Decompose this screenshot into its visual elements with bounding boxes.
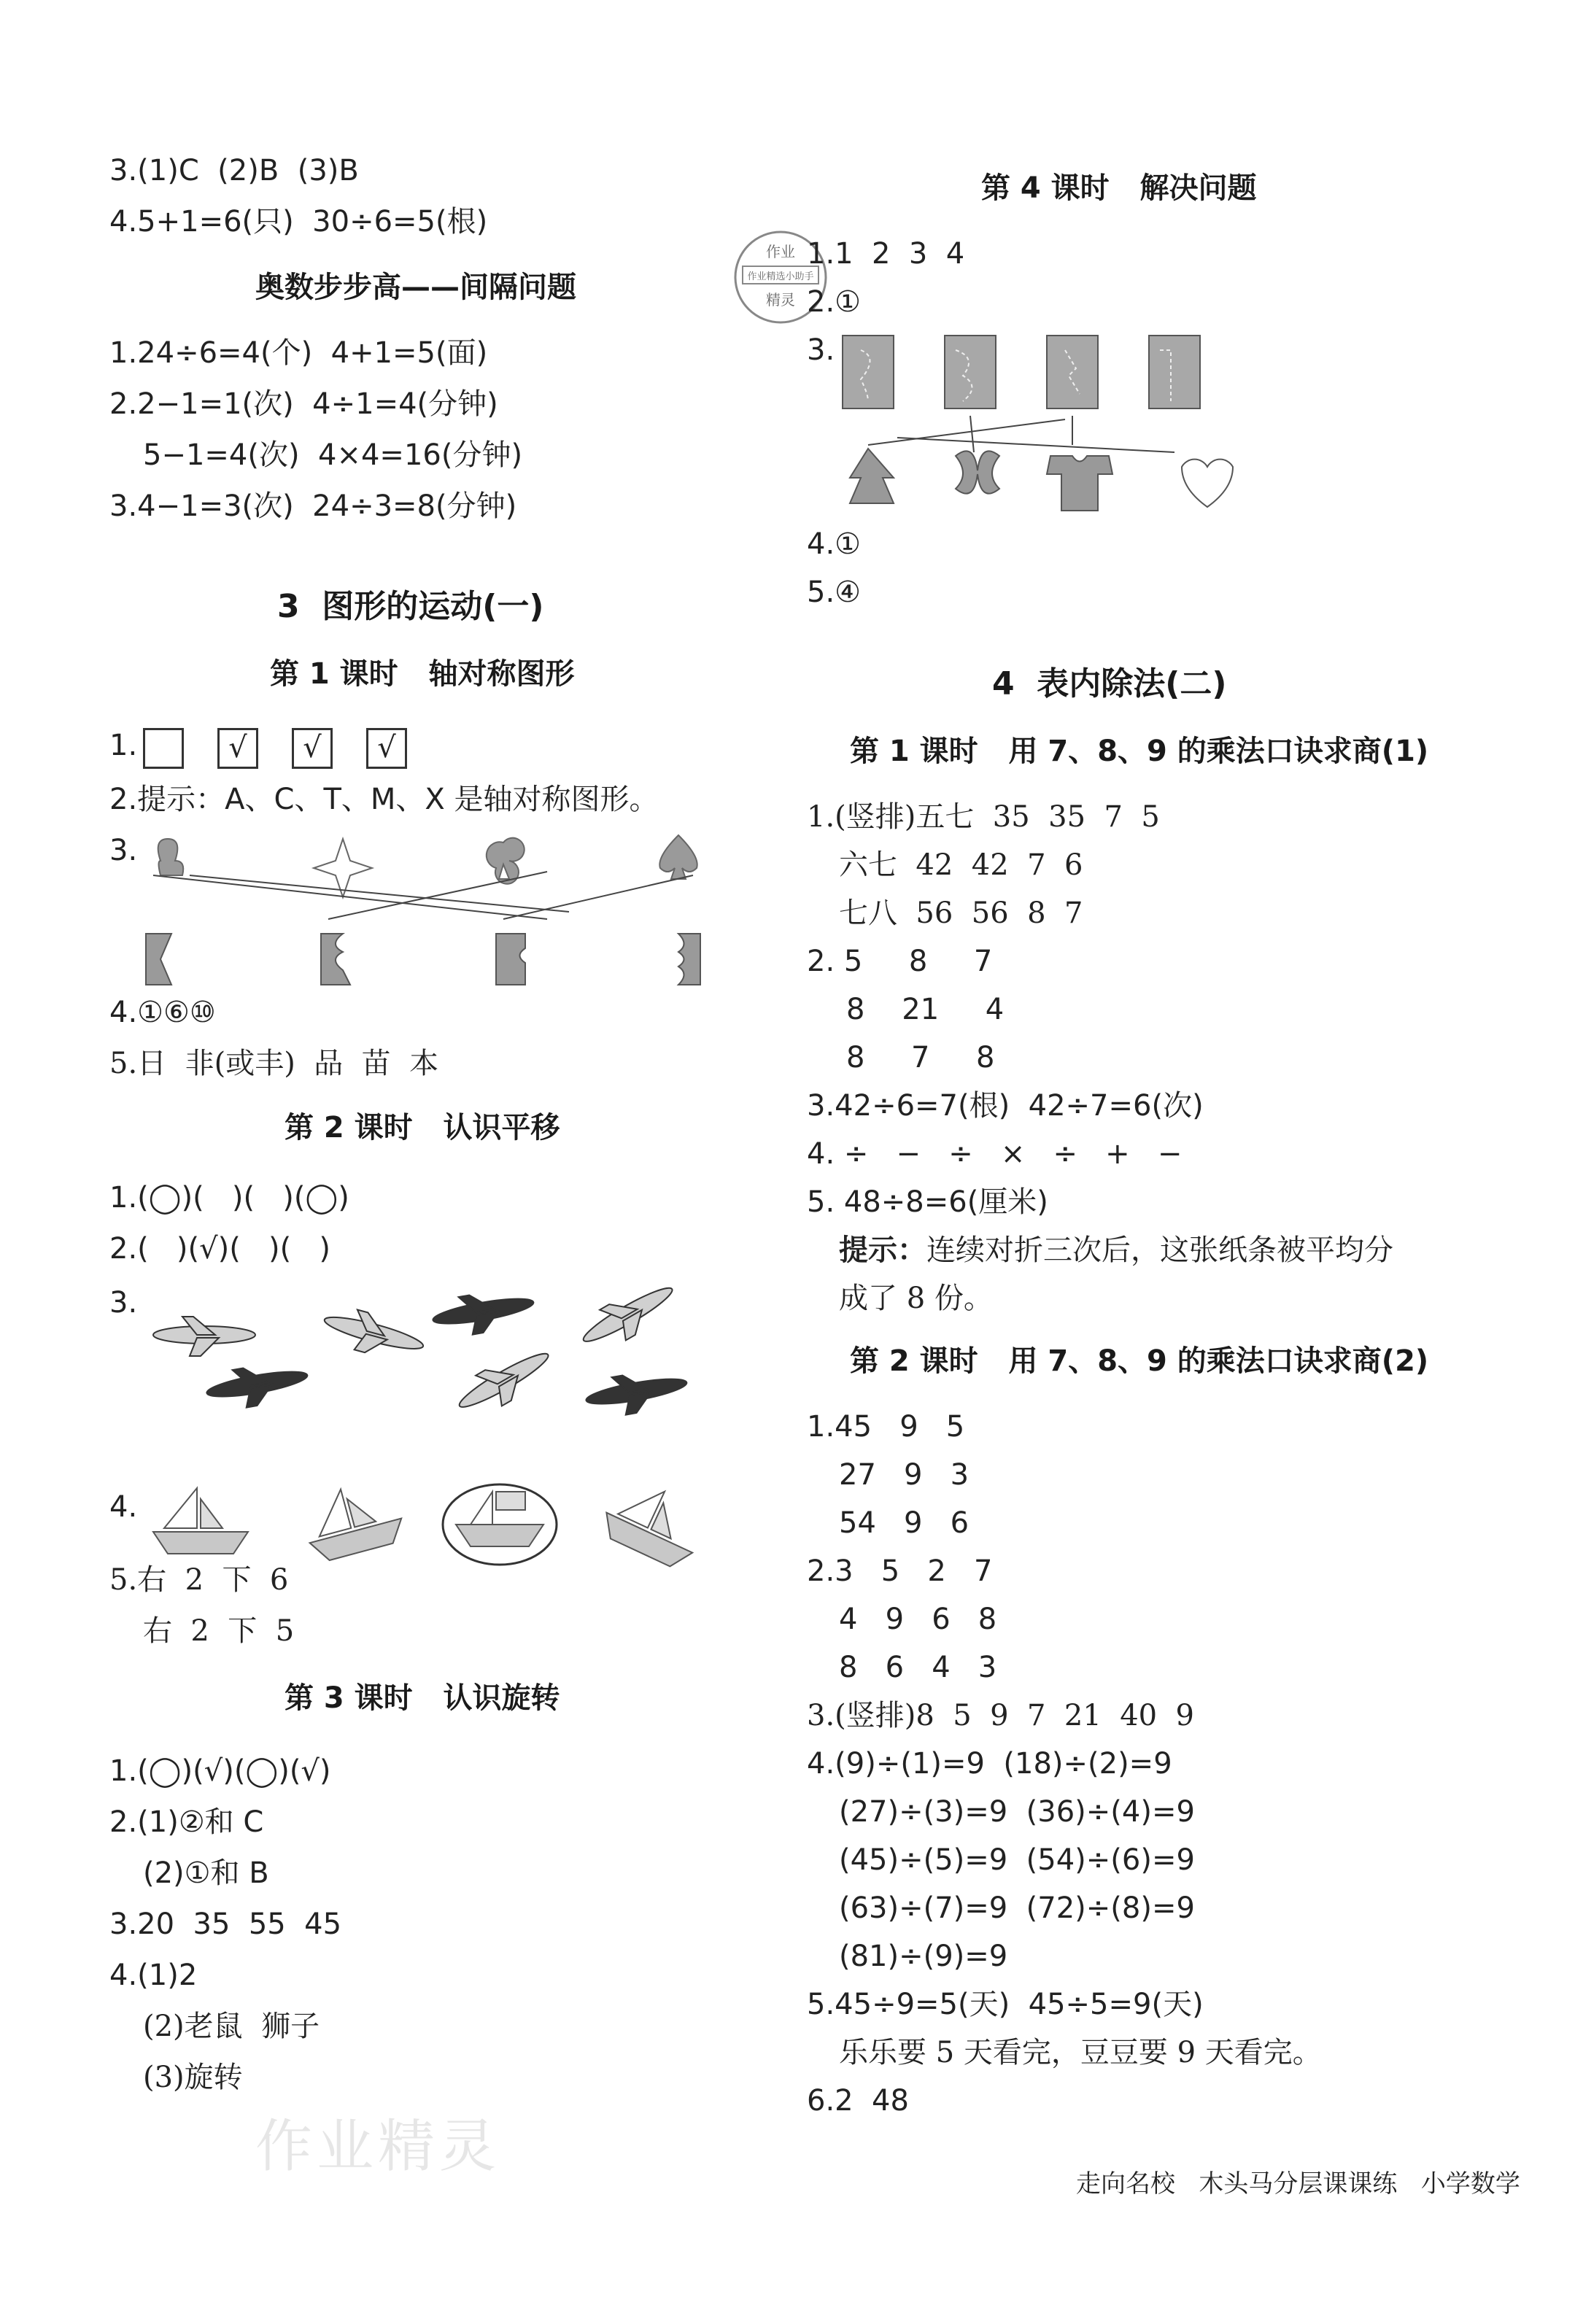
lesson2-q1: 1.(◯)( )( )(◯) (109, 1181, 349, 1215)
olympiad-answer-2-line2: 5−1=4(次) 4×4=16(分钟) (143, 438, 523, 472)
half-shape-d (678, 934, 700, 985)
match-line-1 (153, 875, 547, 919)
airplane-1 (153, 1317, 255, 1356)
u4l2-q4-line5: (81)÷(9)=9 (839, 1940, 1008, 1973)
lesson3-q3: 3.20 35 55 45 (109, 1907, 342, 1941)
u4l2-q4-line2: (27)÷(3)=9 (36)÷(4)=9 (839, 1795, 1195, 1829)
u4l1-q1-line3: 七八 56 56 8 7 (839, 896, 1083, 930)
u4l2-q6: 6.2 48 (807, 2084, 909, 2118)
u4l1-q2: 2. 5 8 7 (807, 945, 993, 978)
airplane-6 (451, 1339, 559, 1425)
unit4-lesson-1-title: 第 1 课时 用 7、8、9 的乘法口诀求商(1) (850, 735, 1429, 768)
olympiad-answer-2: 2.2−1=1(次) 4÷1=4(分钟) (109, 387, 498, 421)
sailboat-1 (153, 1488, 248, 1554)
bow-shape (956, 451, 999, 493)
lesson2-q3-number: 3. (109, 1286, 138, 1320)
lesson3-q1: 1.(◯)(√)(◯)(√) (109, 1754, 331, 1788)
heart-shape (1182, 460, 1233, 507)
half-shape-b (321, 934, 350, 985)
section-heading-olympiad: 奥数步步高——间隔问题 (255, 271, 576, 304)
lesson2-q5: 5.右 2 下 6 (109, 1563, 289, 1597)
u4l2-q2-line2: 4 9 6 8 (839, 1603, 997, 1636)
hint-label: 提示： (839, 1233, 926, 1267)
stamp-middle-text: 作业精选小助手 (747, 271, 814, 282)
folded-paper-matching-figure (839, 328, 1218, 518)
u4l1-q5-hint-line2: 成了 8 份。 (839, 1282, 993, 1315)
u4l2-q4: 4.(9)÷(1)=9 (18)÷(2)=9 (807, 1747, 1172, 1781)
airplane-5 (204, 1357, 311, 1414)
sailboat-2 (298, 1476, 407, 1565)
lesson-2-title: 第 2 课时 认识平移 (285, 1111, 560, 1144)
airplane-3 (430, 1285, 537, 1341)
airplane-7 (583, 1365, 690, 1421)
lesson3-q4-line2: (2)老鼠 狮子 (143, 2010, 320, 2043)
lesson3-q4-line3: (3)旋转 (143, 2061, 243, 2094)
checkbox-1 (143, 728, 184, 769)
symmetry-matching-figure (139, 832, 722, 992)
stamp-top-text: 作业 (766, 243, 795, 260)
lesson-1-title: 第 1 课时 轴对称图形 (270, 657, 575, 691)
lesson-4-title: 第 4 课时 解决问题 (981, 171, 1257, 205)
u4l1-q4: 4. ÷ − ÷ × ÷ + − (807, 1137, 1183, 1171)
lesson3-q4: 4.(1)2 (109, 1959, 198, 1992)
lesson1-q1-checkboxes (143, 728, 441, 769)
unit-4-title: 4 表内除法(二) (992, 665, 1227, 702)
u4l2-q1: 1.45 9 5 (807, 1410, 965, 1444)
lesson1-q2: 2.提示：A、C、T、M、X 是轴对称图形。 (109, 783, 659, 816)
match-line-3 (328, 872, 547, 919)
lesson3-q2-line2: (2)①和 B (143, 1856, 269, 1890)
u4l2-q2: 2.3 5 2 7 (807, 1554, 993, 1588)
page-footer: 走向名校 木头马分层课课练 小学数学 (1076, 2169, 1520, 2199)
tree-shape (850, 449, 894, 503)
hint-text: 连续对折三次后，这张纸条被平均分 (926, 1233, 1393, 1267)
checkbox-3: √ (292, 728, 333, 769)
lesson-3-title: 第 3 课时 认识旋转 (285, 1681, 560, 1715)
folded-paper-4 (1149, 336, 1200, 408)
u4l1-q2-line3: 8 7 8 (846, 1041, 995, 1074)
lesson4-q1: 1.1 2 3 4 (807, 237, 965, 271)
u4l2-q5-line2: 乐乐要 5 天看完，豆豆要 9 天看完。 (839, 2036, 1322, 2069)
lesson4-q5: 5.④ (807, 576, 862, 609)
u4l1-q5: 5. 48÷8=6(厘米) (807, 1185, 1048, 1219)
lesson2-q5-line2: 右 2 下 5 (143, 1614, 295, 1648)
lesson2-q4-number: 4. (109, 1490, 138, 1524)
olympiad-answer-1: 1.24÷6=4(个) 4+1=5(面) (109, 336, 488, 370)
lesson1-q5: 5.日 非(或丰) 品 苗 本 (109, 1047, 439, 1080)
half-vase-shape (158, 839, 184, 875)
checkbox-4: √ (366, 728, 407, 769)
u4l2-q3: 3.(竖排)8 5 9 7 21 40 9 (807, 1699, 1194, 1732)
u4l2-q1-line2: 27 9 3 (839, 1458, 969, 1492)
unit-3-title: 3 图形的运动(一) (277, 588, 544, 625)
half-shape-c (496, 934, 525, 985)
watermark: 作业精灵 (255, 2114, 501, 2180)
u4l1-q1-line2: 六七 42 42 7 6 (839, 848, 1083, 882)
spade-shape (659, 835, 697, 879)
airplanes-figure (146, 1291, 715, 1437)
u4l2-q4-line4: (63)÷(7)=9 (72)÷(8)=9 (839, 1891, 1195, 1925)
sailboat-3 (443, 1484, 557, 1565)
u4l2-q4-line3: (45)÷(5)=9 (54)÷(6)=9 (839, 1843, 1195, 1877)
match-line-4 (503, 875, 693, 919)
lesson1-q1-number: 1. (109, 729, 138, 762)
olympiad-answer-3: 3.4−1=3(次) 24÷3=8(分钟) (109, 489, 517, 523)
lesson1-q4: 4.①⑥⑩ (109, 996, 216, 1029)
u4l2-q1-line3: 54 9 6 (839, 1506, 969, 1540)
u4l1-q3: 3.42÷6=7(根) 42÷7=6(次) (807, 1089, 1204, 1123)
airplane-4 (575, 1274, 683, 1359)
lesson3-q2: 2.(1)②和 C (109, 1805, 264, 1839)
club-shape (487, 838, 525, 884)
u4l1-q2-line2: 8 21 4 (846, 993, 1005, 1026)
u4l1-q5-hint (839, 1231, 1393, 1269)
sailboats-figure (146, 1481, 715, 1568)
u4l1-q1: 1.(竖排)五七 35 35 7 5 (807, 800, 1160, 834)
sailboat-4 (597, 1473, 711, 1573)
lesson2-q2: 2.( )(√)( )( ) (109, 1232, 330, 1266)
shirt-shape (1047, 456, 1112, 511)
lesson1-q3-number: 3. (109, 834, 138, 867)
half-shape-a (146, 934, 171, 985)
answer-3: 3.(1)C (2)B (3)B (109, 154, 359, 187)
lesson4-q2: 2.① (807, 285, 862, 319)
lesson4-q3-number: 3. (807, 333, 835, 367)
u4l2-q2-line3: 8 6 4 3 (839, 1651, 997, 1684)
checkbox-2: √ (217, 728, 258, 769)
lesson4-q4: 4.① (807, 527, 862, 561)
airplane-2 (319, 1302, 427, 1366)
u4l2-q5: 5.45÷9=5(天) 45÷5=9(天) (807, 1988, 1204, 2021)
folded-paper-2 (945, 336, 996, 408)
stamp-bottom-text: 精灵 (766, 291, 795, 309)
answer-4: 4.5+1=6(只) 30÷6=5(根) (109, 205, 488, 239)
unit4-lesson-2-title: 第 2 课时 用 7、8、9 的乘法口诀求商(2) (850, 1344, 1429, 1378)
